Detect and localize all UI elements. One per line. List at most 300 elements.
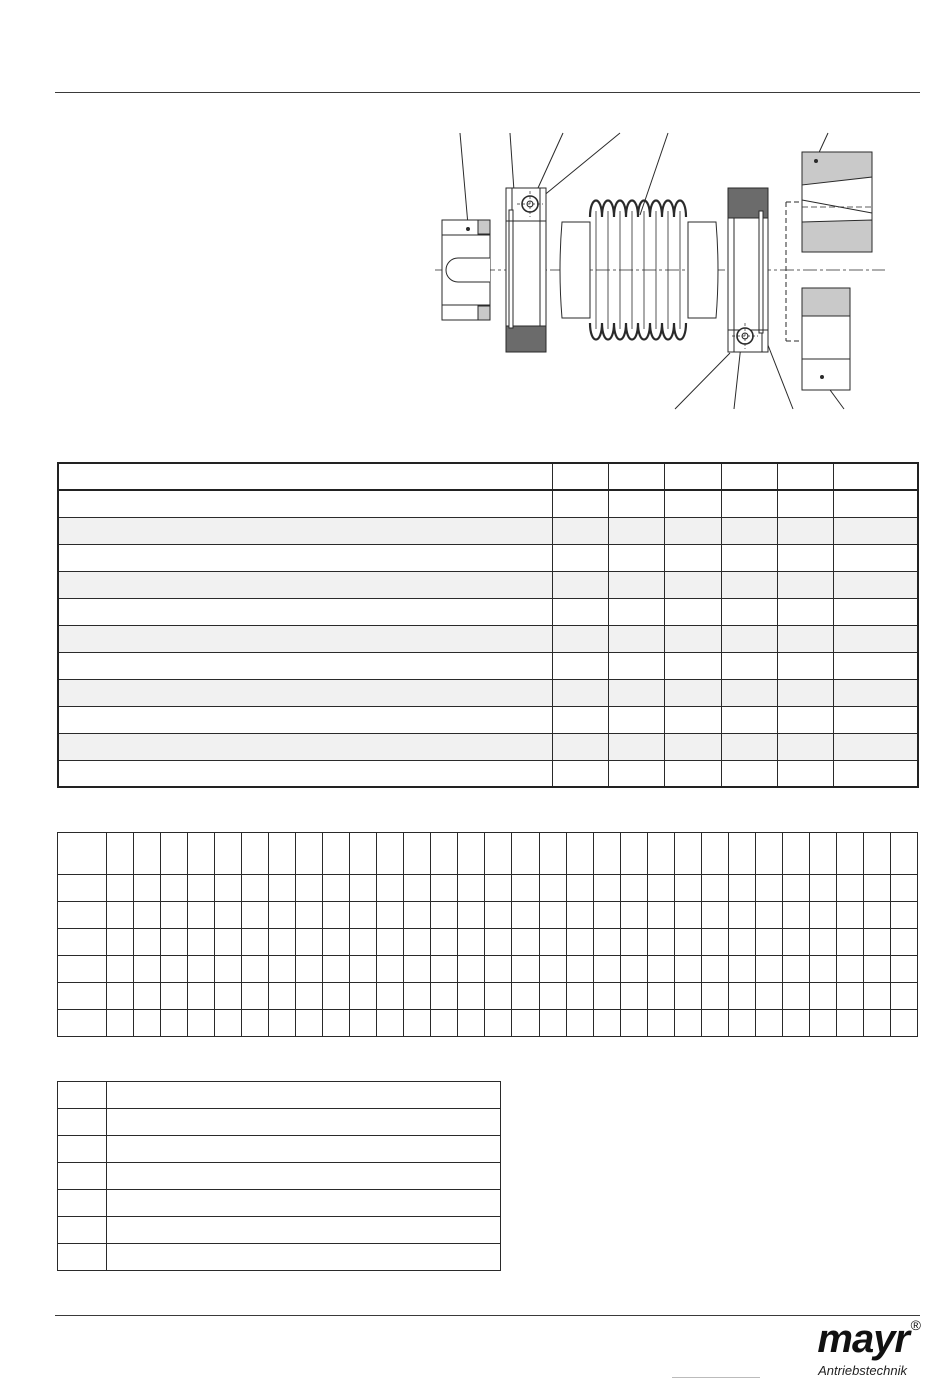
- table-cell: [296, 983, 323, 1010]
- table-cell: [836, 902, 863, 929]
- table-cell: [134, 1010, 161, 1037]
- table-cell: [674, 833, 701, 875]
- table-cell: [458, 902, 485, 929]
- table-cell: [566, 983, 593, 1010]
- table-cell: [834, 598, 918, 625]
- table-row: [58, 956, 918, 983]
- table-cell: [665, 679, 721, 706]
- table-cell: [215, 983, 242, 1010]
- table-row: [58, 625, 918, 652]
- table-cell: [134, 875, 161, 902]
- table-row: [58, 652, 918, 679]
- table-cell: [58, 625, 553, 652]
- table-cell: [728, 1010, 755, 1037]
- table-cell: [539, 833, 566, 875]
- table-cell: [728, 929, 755, 956]
- table-cell: [863, 983, 890, 1010]
- table-cell: [458, 1010, 485, 1037]
- part-description-cell: [107, 1190, 501, 1217]
- table-row: [58, 929, 918, 956]
- table-cell: [296, 956, 323, 983]
- table-cell: [512, 875, 539, 902]
- table-cell: [404, 929, 431, 956]
- table-cell: [836, 983, 863, 1010]
- leader-line: [542, 133, 620, 197]
- table-cell: [777, 760, 833, 787]
- table-cell: [404, 956, 431, 983]
- table-cell: [553, 490, 609, 517]
- table-cell: [539, 929, 566, 956]
- clamping-hub-part: [442, 220, 490, 320]
- table-cell: [593, 833, 620, 875]
- part-number-cell: [58, 1163, 107, 1190]
- parts-list-table: [57, 1081, 501, 1271]
- part-number-cell: [58, 1109, 107, 1136]
- table-cell: [674, 983, 701, 1010]
- table-cell: [674, 1010, 701, 1037]
- table-cell: [620, 833, 647, 875]
- table-row: [58, 490, 918, 517]
- table-row: [58, 544, 918, 571]
- table-cell: [566, 956, 593, 983]
- table-cell: [431, 956, 458, 983]
- table-cell: [777, 733, 833, 760]
- table-cell: [755, 929, 782, 956]
- table-cell: [609, 544, 665, 571]
- table-cell: [242, 1010, 269, 1037]
- table-cell: [777, 517, 833, 544]
- table-cell: [777, 679, 833, 706]
- table-cell: [665, 598, 721, 625]
- table-cell: [296, 875, 323, 902]
- table-cell: [593, 956, 620, 983]
- table-cell: [323, 956, 350, 983]
- part-description-cell: [107, 1244, 501, 1271]
- table-cell: [647, 929, 674, 956]
- table-cell: [836, 833, 863, 875]
- table-cell: [215, 875, 242, 902]
- table-cell: [701, 833, 728, 875]
- table-cell: [834, 517, 918, 544]
- table-cell: [620, 929, 647, 956]
- table-cell: [553, 733, 609, 760]
- table-cell: [485, 1010, 512, 1037]
- table-cell: [539, 902, 566, 929]
- table-cell: [404, 1010, 431, 1037]
- table-cell: [161, 1010, 188, 1037]
- table-cell: [161, 902, 188, 929]
- table-cell: [665, 706, 721, 733]
- table-cell: [834, 760, 918, 787]
- table-cell: [242, 983, 269, 1010]
- table-cell: [863, 1010, 890, 1037]
- table-cell: [809, 833, 836, 875]
- table-cell: [431, 1010, 458, 1037]
- table-cell: [458, 929, 485, 956]
- table-cell: [512, 833, 539, 875]
- table-cell: [553, 679, 609, 706]
- table-cell: [593, 875, 620, 902]
- table-row: [58, 517, 918, 544]
- table-cell: [553, 463, 609, 490]
- table-cell: [323, 875, 350, 902]
- table-cell: [269, 956, 296, 983]
- table-row: [58, 679, 918, 706]
- table-cell: [350, 833, 377, 875]
- table-cell: [721, 490, 777, 517]
- table-cell: [721, 625, 777, 652]
- table-cell: [728, 875, 755, 902]
- table-cell: [777, 652, 833, 679]
- table-cell: [609, 625, 665, 652]
- leader-line: [460, 133, 468, 225]
- table-cell: [863, 902, 890, 929]
- part-description-cell: [107, 1217, 501, 1244]
- registered-mark: ®: [910, 1317, 921, 1333]
- table-row: [58, 902, 918, 929]
- table-cell: [809, 929, 836, 956]
- table-cell: [350, 956, 377, 983]
- table-row: [58, 733, 918, 760]
- table-cell: [777, 598, 833, 625]
- part-number-cell: [58, 1082, 107, 1109]
- table-cell: [323, 929, 350, 956]
- table-cell: [566, 833, 593, 875]
- table-cell: [431, 902, 458, 929]
- table-cell: [755, 1010, 782, 1037]
- table-cell: [242, 929, 269, 956]
- table-cell: [296, 929, 323, 956]
- part-description-cell: [107, 1163, 501, 1190]
- table-cell: [620, 875, 647, 902]
- table-cell: [674, 929, 701, 956]
- table-cell: [665, 463, 721, 490]
- table-row: [58, 1010, 918, 1037]
- table-cell: [58, 598, 553, 625]
- table-cell: [728, 833, 755, 875]
- table-cell: [620, 983, 647, 1010]
- table-cell: [863, 956, 890, 983]
- table-cell: [863, 929, 890, 956]
- table-cell: [593, 902, 620, 929]
- table-cell: [458, 983, 485, 1010]
- table-row: [58, 1136, 501, 1163]
- table-row: [58, 1163, 501, 1190]
- table-cell: [188, 902, 215, 929]
- table-cell: [58, 706, 553, 733]
- table-row: [58, 983, 918, 1010]
- table-cell: [458, 956, 485, 983]
- table-cell: [107, 902, 134, 929]
- table-cell: [609, 490, 665, 517]
- table-cell: [377, 902, 404, 929]
- table-cell: [58, 571, 553, 598]
- table-cell: [377, 875, 404, 902]
- table-cell: [834, 625, 918, 652]
- logo-subtitle: Antriebstechnik: [818, 1363, 907, 1378]
- table-cell: [485, 875, 512, 902]
- table-cell: [782, 929, 809, 956]
- table-cell: [134, 833, 161, 875]
- table-cell: [242, 875, 269, 902]
- table-cell: [777, 571, 833, 598]
- table-cell: [458, 833, 485, 875]
- table-cell: [566, 875, 593, 902]
- table-cell: [890, 983, 917, 1010]
- table-cell: [458, 875, 485, 902]
- table-cell: [58, 1010, 107, 1037]
- table-cell: [553, 517, 609, 544]
- table-cell: [161, 956, 188, 983]
- table-cell: [665, 571, 721, 598]
- technical-data-table: [57, 462, 919, 788]
- table-cell: [701, 902, 728, 929]
- table-cell: [485, 833, 512, 875]
- table-cell: [161, 983, 188, 1010]
- table-cell: [834, 490, 918, 517]
- table-cell: [609, 706, 665, 733]
- table-cell: [485, 902, 512, 929]
- table-cell: [296, 902, 323, 929]
- table-cell: [512, 983, 539, 1010]
- table-cell: [834, 679, 918, 706]
- table-cell: [485, 929, 512, 956]
- table-cell: [728, 902, 755, 929]
- table-cell: [350, 983, 377, 1010]
- table-cell: [107, 983, 134, 1010]
- table-cell: [58, 902, 107, 929]
- table-cell: [215, 929, 242, 956]
- table-cell: [777, 625, 833, 652]
- table-cell: [107, 833, 134, 875]
- table-row: [58, 875, 918, 902]
- table-row: [58, 1217, 501, 1244]
- table-cell: [647, 983, 674, 1010]
- table-cell: [215, 1010, 242, 1037]
- table-cell: [553, 706, 609, 733]
- table-cell: [834, 571, 918, 598]
- table-cell: [107, 1010, 134, 1037]
- table-cell: [721, 706, 777, 733]
- table-cell: [647, 1010, 674, 1037]
- table-cell: [512, 1010, 539, 1037]
- table-cell: [777, 463, 833, 490]
- table-cell: [134, 929, 161, 956]
- table-cell: [553, 652, 609, 679]
- table-cell: [242, 902, 269, 929]
- table-cell: [323, 833, 350, 875]
- table-cell: [755, 956, 782, 983]
- table-cell: [674, 875, 701, 902]
- table-cell: [539, 983, 566, 1010]
- table-row: [58, 760, 918, 787]
- table-cell: [809, 1010, 836, 1037]
- table-cell: [269, 902, 296, 929]
- table-cell: [269, 983, 296, 1010]
- table-cell: [188, 1010, 215, 1037]
- table-row: [58, 598, 918, 625]
- table-cell: [188, 983, 215, 1010]
- coupling-exploded-drawing: [430, 125, 890, 415]
- table-cell: [350, 929, 377, 956]
- clamping-ring-left-part: [506, 188, 546, 352]
- table-cell: [269, 929, 296, 956]
- table-row: [58, 1244, 501, 1271]
- table-cell: [404, 833, 431, 875]
- table-cell: [323, 983, 350, 1010]
- table-cell: [721, 598, 777, 625]
- footer-rule: [55, 1315, 920, 1316]
- table-cell: [566, 1010, 593, 1037]
- table-cell: [188, 833, 215, 875]
- table-cell: [890, 929, 917, 956]
- mayr-logo: [798, 1315, 923, 1379]
- table-cell: [58, 544, 553, 571]
- table-cell: [377, 1010, 404, 1037]
- table-cell: [134, 956, 161, 983]
- table-cell: [188, 956, 215, 983]
- table-cell: [431, 875, 458, 902]
- table-cell: [647, 956, 674, 983]
- part-description-cell: [107, 1136, 501, 1163]
- table-cell: [809, 983, 836, 1010]
- table-cell: [674, 956, 701, 983]
- table-cell: [721, 463, 777, 490]
- table-cell: [782, 1010, 809, 1037]
- table-cell: [566, 902, 593, 929]
- table-row: [58, 571, 918, 598]
- leader-line: [510, 133, 514, 191]
- table-cell: [782, 956, 809, 983]
- table-row: [58, 706, 918, 733]
- table-cell: [777, 544, 833, 571]
- part-number-cell: [58, 1190, 107, 1217]
- table-cell: [431, 833, 458, 875]
- table-cell: [890, 875, 917, 902]
- table-cell: [188, 875, 215, 902]
- table-cell: [404, 875, 431, 902]
- footer-underline: [672, 1377, 760, 1378]
- table-row: [58, 1109, 501, 1136]
- table-cell: [836, 929, 863, 956]
- table-cell: [834, 463, 918, 490]
- table-cell: [161, 929, 188, 956]
- table-cell: [512, 929, 539, 956]
- table-cell: [58, 929, 107, 956]
- table-cell: [647, 833, 674, 875]
- table-cell: [782, 875, 809, 902]
- part-number-cell: [58, 1217, 107, 1244]
- table-cell: [296, 1010, 323, 1037]
- table-cell: [323, 1010, 350, 1037]
- table-cell: [107, 956, 134, 983]
- table-cell: [377, 833, 404, 875]
- table-cell: [834, 733, 918, 760]
- table-cell: [215, 902, 242, 929]
- table-cell: [58, 517, 553, 544]
- table-cell: [566, 929, 593, 956]
- table-row: [58, 1082, 501, 1109]
- table-cell: [377, 983, 404, 1010]
- part-number-cell: [58, 1136, 107, 1163]
- table-cell: [777, 490, 833, 517]
- table-cell: [609, 517, 665, 544]
- table-cell: [834, 652, 918, 679]
- table-cell: [701, 875, 728, 902]
- part-number-cell: [58, 1244, 107, 1271]
- table-cell: [593, 929, 620, 956]
- table-cell: [58, 833, 107, 875]
- table-cell: [296, 833, 323, 875]
- table-cell: [609, 760, 665, 787]
- table-cell: [58, 463, 553, 490]
- table-cell: [890, 902, 917, 929]
- table-cell: [863, 875, 890, 902]
- table-cell: [161, 875, 188, 902]
- table-cell: [323, 902, 350, 929]
- table-cell: [188, 929, 215, 956]
- table-cell: [609, 679, 665, 706]
- clamping-ring-right-part: [728, 188, 768, 352]
- table-cell: [58, 490, 553, 517]
- table-cell: [665, 625, 721, 652]
- table-cell: [755, 902, 782, 929]
- table-cell: [431, 929, 458, 956]
- table-cell: [777, 706, 833, 733]
- table-cell: [701, 1010, 728, 1037]
- table-cell: [782, 902, 809, 929]
- table-cell: [404, 983, 431, 1010]
- table-cell: [58, 760, 553, 787]
- table-cell: [431, 983, 458, 1010]
- table-cell: [721, 733, 777, 760]
- table-cell: [58, 875, 107, 902]
- table-cell: [539, 875, 566, 902]
- table-cell: [215, 956, 242, 983]
- table-cell: [350, 902, 377, 929]
- table-cell: [701, 956, 728, 983]
- table-header-row: [58, 463, 918, 490]
- table-cell: [485, 956, 512, 983]
- part-description-cell: [107, 1109, 501, 1136]
- table-cell: [609, 733, 665, 760]
- table-cell: [836, 1010, 863, 1037]
- header-rule: [55, 92, 920, 93]
- table-cell: [512, 956, 539, 983]
- leader-line: [675, 353, 730, 409]
- table-cell: [593, 983, 620, 1010]
- table-cell: [350, 1010, 377, 1037]
- table-cell: [721, 652, 777, 679]
- table-cell: [834, 544, 918, 571]
- table-cell: [58, 733, 553, 760]
- table-cell: [701, 983, 728, 1010]
- table-cell: [834, 706, 918, 733]
- part-description-cell: [107, 1082, 501, 1109]
- table-cell: [553, 625, 609, 652]
- table-cell: [485, 983, 512, 1010]
- table-cell: [553, 571, 609, 598]
- table-cell: [721, 544, 777, 571]
- table-cell: [728, 983, 755, 1010]
- table-cell: [890, 833, 917, 875]
- table-cell: [647, 902, 674, 929]
- table-cell: [890, 1010, 917, 1037]
- table-cell: [539, 956, 566, 983]
- table-cell: [665, 544, 721, 571]
- table-cell: [134, 983, 161, 1010]
- table-cell: [107, 929, 134, 956]
